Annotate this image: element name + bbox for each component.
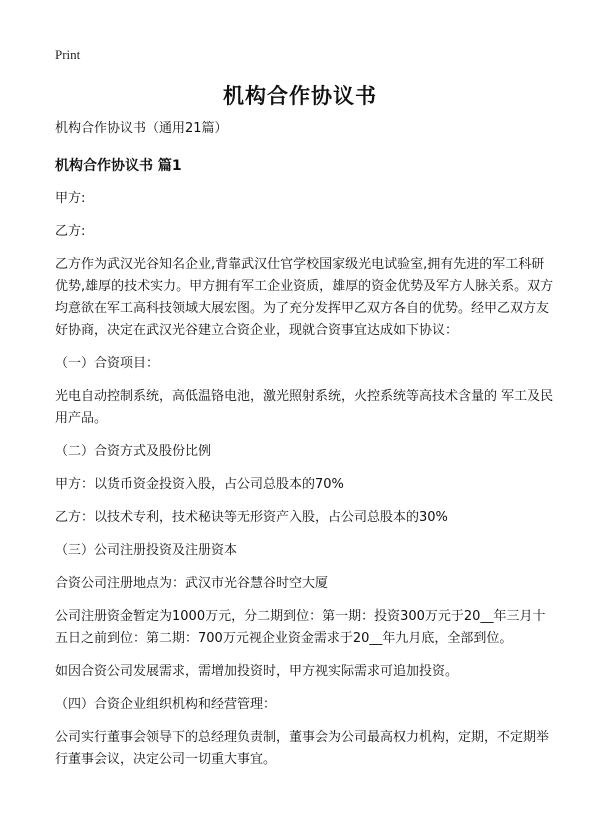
party-b-line: 乙方: bbox=[55, 224, 86, 239]
subtitle: 机构合作协议书（通用21篇） bbox=[55, 121, 228, 136]
clause-heading-4: （四）合资企业组织机构和经营管理： bbox=[55, 697, 277, 712]
clause-heading-1: （一）合资项目： bbox=[55, 356, 160, 371]
additional-investment-paragraph: 如因合资公司发展需求，需增加投资时，甲方视实际需求可追加投资。 bbox=[55, 664, 459, 679]
clause-heading-3: （三）公司注册投资及注册资本 bbox=[55, 543, 238, 558]
section-heading: 机构合作协议书 篇1 bbox=[55, 158, 182, 174]
party-a-share: 甲方：以货币资金投资入股，占公司总股本的70% bbox=[55, 477, 344, 492]
products-paragraph: 光电自动控制系统，高低温铬电池，激光照射系统，火控系统等高技术含量的 军工及民用产品。 bbox=[55, 389, 554, 426]
print-link[interactable]: Print bbox=[55, 47, 81, 62]
governance-paragraph: 公司实行董事会领导下的总经理负责制，董事会为公司最高权力机构，定期，不定期举行董事会议，决定公司一切重大事宜。 bbox=[55, 730, 550, 767]
document-title: 机构合作协议书 bbox=[223, 84, 377, 108]
party-b-share: 乙方：以技术专利，技术秘诀等无形资产入股，占公司总股本的30% bbox=[55, 510, 448, 525]
clause-heading-2: （二）合资方式及股份比例 bbox=[55, 444, 212, 459]
registered-capital-paragraph: 公司注册资金暂定为1000万元，分二期到位：第一期：投资300万元于20__年三月十五日之前到位：第二期：700万元视企业资金需求于20__年九月底，全部到位。 bbox=[55, 609, 546, 646]
registration-location: 合资公司注册地点为：武汉市光谷慧谷时空大厦 bbox=[55, 576, 329, 591]
document-body bbox=[55, 118, 555, 771]
party-a-line: 甲方: bbox=[55, 191, 86, 206]
intro-paragraph: 乙方作为武汉光谷知名企业,背靠武汉仕官学校国家级光电试验室,拥有先进的军工科研优势,雄厚的技术实力。甲方拥有军工企业资质，雄厚的资金优势及军方人脉关系。双方均意欲在军工高科技领域大展宏图。为了充分发挥甲乙双方各自的优势。经甲乙双方友好协商，决定在武汉光谷建立合资企业，现就合资事宜达成如下协议： bbox=[55, 257, 554, 338]
